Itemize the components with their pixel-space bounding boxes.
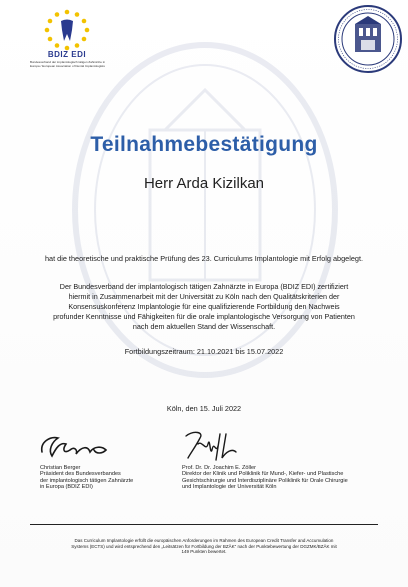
signer-left-block — [40, 465, 180, 491]
footer-line: 149 Punkten bewertet. — [181, 549, 227, 555]
paragraph-line: Der Bundesverband der implantologisch tätigen Zahnärzte in Europa (BDIZ EDI) zertifiziert — [59, 282, 349, 291]
certificate-title: Teilnahmebestätigung — [90, 133, 318, 156]
signer-right-line: Direktor der Klinik und Poliklinik für Mund-, Kiefer- und Plastische — [182, 471, 344, 478]
logo-tagline: Bundesverband der implantologisch tätigen Zahnärzte in Europa / European Association of Dental Implantologists — [30, 60, 106, 68]
signer-right-block — [182, 465, 382, 491]
paragraph-line: Konsensuskonferenz Implantologie für eine qualifizierende Fortbildung den Nachweis — [68, 302, 340, 311]
certification-paragraph — [40, 282, 368, 332]
bdiz-edi-logo-icon — [39, 8, 95, 52]
exam-statement: hat die theoretische und praktische Prüfung des 23. Curriculums Implantologie mit Erfolg abgelegt. — [45, 254, 363, 263]
signer-left-line: der implantologisch tätigen Zahnärzte — [40, 477, 134, 484]
training-period: Fortbildungszeitraum: 21.10.2021 bis 15.07.2022 — [124, 347, 284, 356]
footer-line: Das Curriculum Implantologie erfüllt die europäischen Anforderungen im Rahmen des European Credit Transfer and Accumulation — [74, 538, 334, 543]
logo-brand-text: BDIZ EDI — [47, 50, 87, 59]
signature-left-icon — [36, 428, 116, 462]
signer-left-line: Christian Berger — [40, 465, 81, 471]
paragraph-line: nach dem aktuellen Stand der Wissenschaft. — [132, 322, 276, 331]
signer-right-line: und Implantologie der Universität Köln — [182, 484, 277, 491]
signature-right-icon — [180, 426, 240, 464]
footer-line: Systems (ECTS) und wird entsprechend den „Leitsätzen für Fortbildung der BZÄK" nach der Punktebewertung der DGZMK/BZÄK mit — [71, 543, 337, 549]
signer-right-line: Prof. Dr. Dr. Joachim E. Zöller — [182, 465, 256, 471]
place-and-date: Köln, den 15. Juli 2022 — [166, 404, 242, 413]
signer-left-line: Präsident des Bundesverbandes — [40, 471, 121, 478]
paragraph-line: profunder Kenntnisse und Fähigkeiten für die orale implantologische Versorgung von Patienten — [53, 312, 355, 321]
footer-divider — [30, 524, 378, 525]
footer-note — [36, 538, 372, 555]
signer-right-line: Gesichtschirurgie und Interdisziplinäre Poliklinik für Orale Chirurgie — [182, 477, 348, 484]
paragraph-line: hiermit in Zusammenarbeit mit der Universität zu Köln nach den Qualitätskriterien der — [68, 292, 340, 301]
university-seal-icon — [333, 4, 403, 74]
signer-left-line: in Europa (BDIZ EDI) — [40, 484, 93, 491]
participant-name: Herr Arda Kizilkan — [143, 175, 265, 192]
bdiz-edi-logo — [27, 8, 107, 80]
